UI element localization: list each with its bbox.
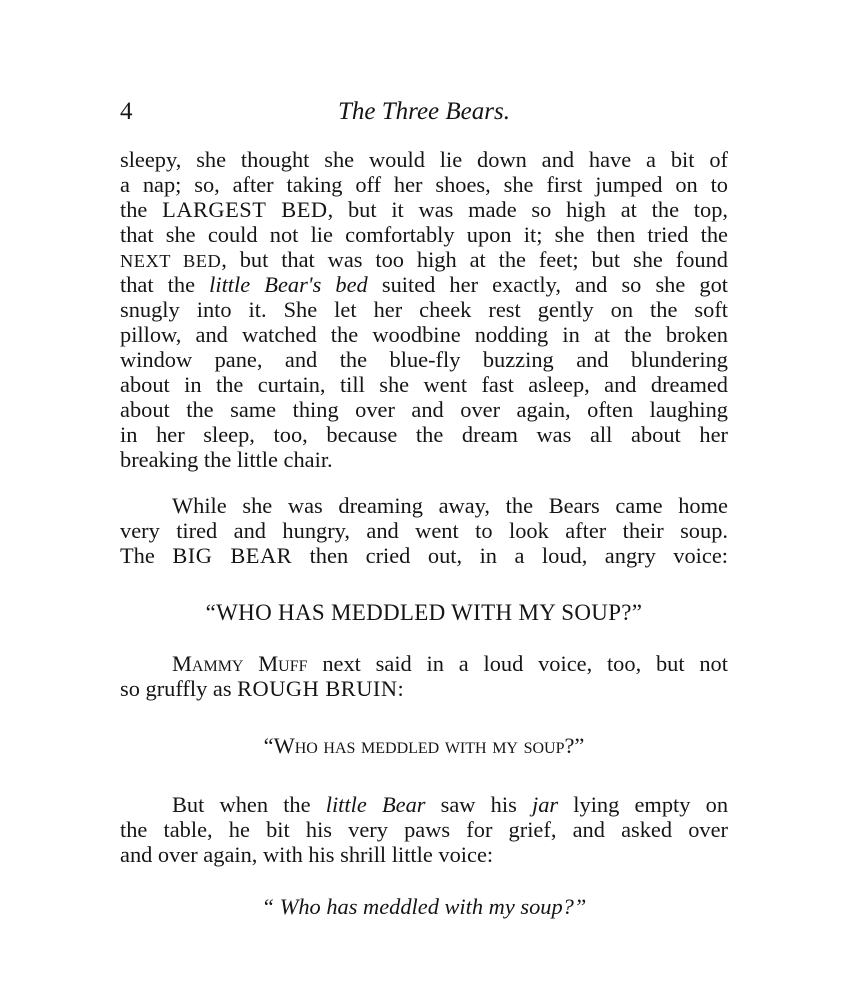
text-span: so gruffly as: [120, 676, 238, 701]
text-line: and over again, with his shrill little voice:: [120, 842, 494, 867]
rough-bruin-caps: ROUGH BRUIN: [237, 676, 398, 701]
text-line: the table, he bit his very paws for grief, and asked over: [120, 817, 728, 842]
text-line: While she was dreaming away, the Bears came home: [172, 493, 728, 518]
text-line: in her sleep, too, because the dream was all about her: [120, 422, 728, 447]
running-title: The Three Bears.: [338, 98, 510, 125]
text-line: sleepy, she thought she would lie down and have a bit of: [120, 147, 728, 172]
text-line: [120, 675, 728, 702]
italic-word: jar: [531, 792, 559, 817]
text-line: [120, 246, 728, 273]
text-line: about in the curtain, till she went fast asleep, and dreamed: [120, 372, 728, 397]
text-span: The: [120, 543, 173, 568]
text-line: breaking the little chair.: [120, 447, 333, 472]
text-span: next said in a loud voice, too, but not: [307, 651, 728, 676]
text-line: pillow, and watched the woodbine nodding in at the broken: [120, 322, 728, 347]
text-span: But when the: [172, 792, 326, 817]
text-span: suited her exactly, and so she got: [367, 272, 729, 297]
big-bear-caps: BIG BEAR: [172, 543, 293, 568]
text-line: very tired and hungry, and went to look after their soup.: [120, 518, 728, 543]
page-number: 4: [120, 98, 133, 125]
text-line: [120, 542, 728, 569]
text-span: , but that was too high at the feet; but she found: [221, 247, 728, 272]
italic-phrase: little Bear: [325, 792, 426, 817]
italic-phrase: little Bear's bed: [209, 272, 368, 297]
text-span: , but it was made so high at the top,: [327, 197, 729, 222]
page-header: [120, 98, 728, 138]
text-line: about the same thing over and over again, often laughing: [120, 397, 728, 422]
text-line: snugly into it. She let her cheek rest gently on the soft: [120, 297, 728, 322]
largest-bed-caps: LARGEST BED: [162, 197, 328, 222]
text-span: then cried out, in a loud, angry voice:: [292, 543, 728, 568]
text-line: a nap; so, after taking off her shoes, she first jumped on to: [120, 172, 728, 197]
little-bear-speech: “ Who has meddled with my soup?”: [261, 894, 587, 919]
text-line: [172, 650, 728, 677]
next-bed-label: NEXT BED: [120, 251, 222, 271]
big-bear-speech: “WHO HAS MEDDLED WITH MY SOUP?”: [205, 600, 643, 625]
text-span: the: [120, 197, 163, 222]
text-span: saw his: [425, 792, 532, 817]
text-span: lying empty on: [558, 792, 729, 817]
text-line: window pane, and the blue-fly buzzing and blundering: [120, 347, 728, 372]
text-span: that the: [120, 272, 210, 297]
mammy-speech: “Who has meddled with my soup?”: [263, 733, 585, 758]
text-span: :: [397, 676, 404, 701]
text-line: [120, 196, 728, 223]
text-line: that she could not lie comfortably upon it; she then tried the: [120, 222, 728, 247]
text-line: [120, 271, 728, 298]
text-line: [172, 791, 728, 818]
mammy-muff-name: Mammy Muff: [172, 651, 308, 676]
